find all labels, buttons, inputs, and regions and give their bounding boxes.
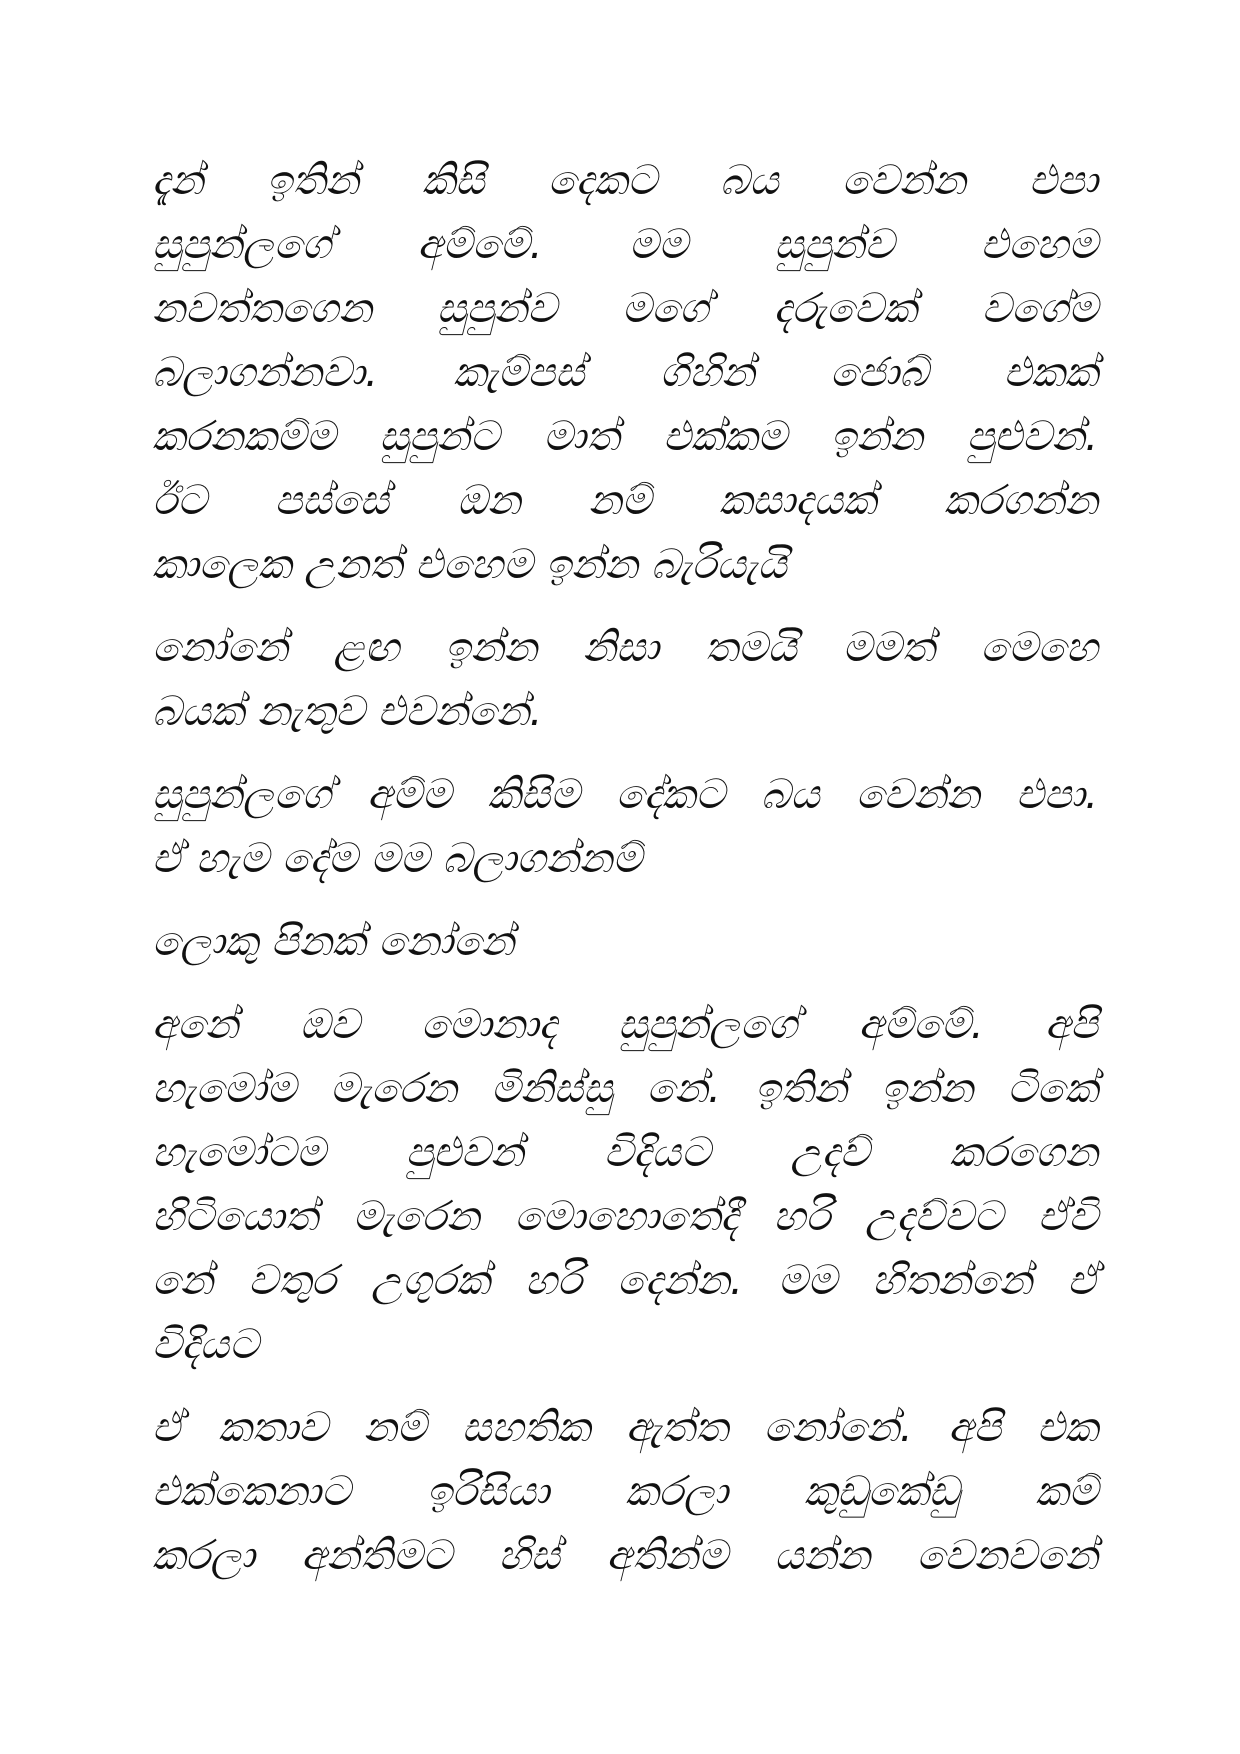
paragraph-1	[152, 148, 1098, 596]
text-line: කරනකම්ම සුපුන්ට මාත් එක්කම ඉන්න පුළුවන්.	[152, 412, 1098, 460]
text-line: එක්කෙනාට ඉරිසියා කරලා කුඩුකේඩු කම්	[152, 1467, 1098, 1515]
text-line: කරලා අන්තිමට හිස් අතින්ම යන්න වෙනවනේ	[152, 1531, 1098, 1579]
text-line: ඒ කතාව නම් සහතික ඇත්ත නෝනේ. අපි එක	[152, 1403, 1098, 1451]
paragraph-5	[152, 992, 1098, 1376]
text-line: ඒ හැම දේම මම බලාගන්නම්	[152, 834, 642, 882]
text-line: නේ වතුර උගුරක් හරි දෙන්න. මම හිතන්නේ ඒ	[152, 1256, 1098, 1304]
text-line: දැන් ඉතින් කිසි දෙකට බය වෙන්න එපා	[152, 156, 1098, 204]
body-text	[152, 148, 1098, 1606]
text-line: නෝනේ ළඟ ඉන්න නිසා තමයි මමත් මෙහෙ	[152, 623, 1098, 671]
text-line: බලාගන්නවා. කැම්පස් ගිහින් ජොබ් එකක්	[152, 348, 1098, 396]
text-line: විදියට	[152, 1320, 259, 1368]
paragraph-6	[152, 1395, 1098, 1587]
text-line: බයක් නැතුව එවන්නේ.	[152, 687, 543, 735]
text-line: අනේ ඔව මොනාද සුපුන්ලගේ අම්මේ. අපි	[152, 1000, 1098, 1048]
text-line: නවත්තගෙන සුපුන්ව මගේ දරුවෙක් වගේම	[152, 284, 1098, 332]
text-line: ලොකු පිනක් නෝනේ	[152, 917, 515, 965]
text-line: සුපුන්ලගේ අම්ම කිසිම දේකට බය වෙන්න එපා.	[152, 770, 1098, 818]
text-line: කාලෙක උනත් එහෙම ඉන්න බැරියැයි	[152, 540, 787, 588]
text-line: සුපුන්ලගේ අම්මේ. මම සුපුන්ව එහෙම	[152, 220, 1098, 268]
paragraph-3	[152, 762, 1098, 890]
text-line: හැමෝම මැරෙන මිනිස්සු නේ. ඉතින් ඉන්න ටිකේ	[152, 1064, 1098, 1112]
text-line: ඊට පස්සේ ඔන නම් කසාදයක් කරගන්න	[152, 476, 1098, 524]
paragraph-2	[152, 615, 1098, 743]
text-line: හිටියොත් මැරෙන මොහොතේදී හරි උදව්වට ඒවි	[152, 1192, 1098, 1240]
text-line: හැමෝටම පුළුවන් විදියට උදව් කරගෙන	[152, 1128, 1098, 1176]
paragraph-4	[152, 909, 1098, 973]
